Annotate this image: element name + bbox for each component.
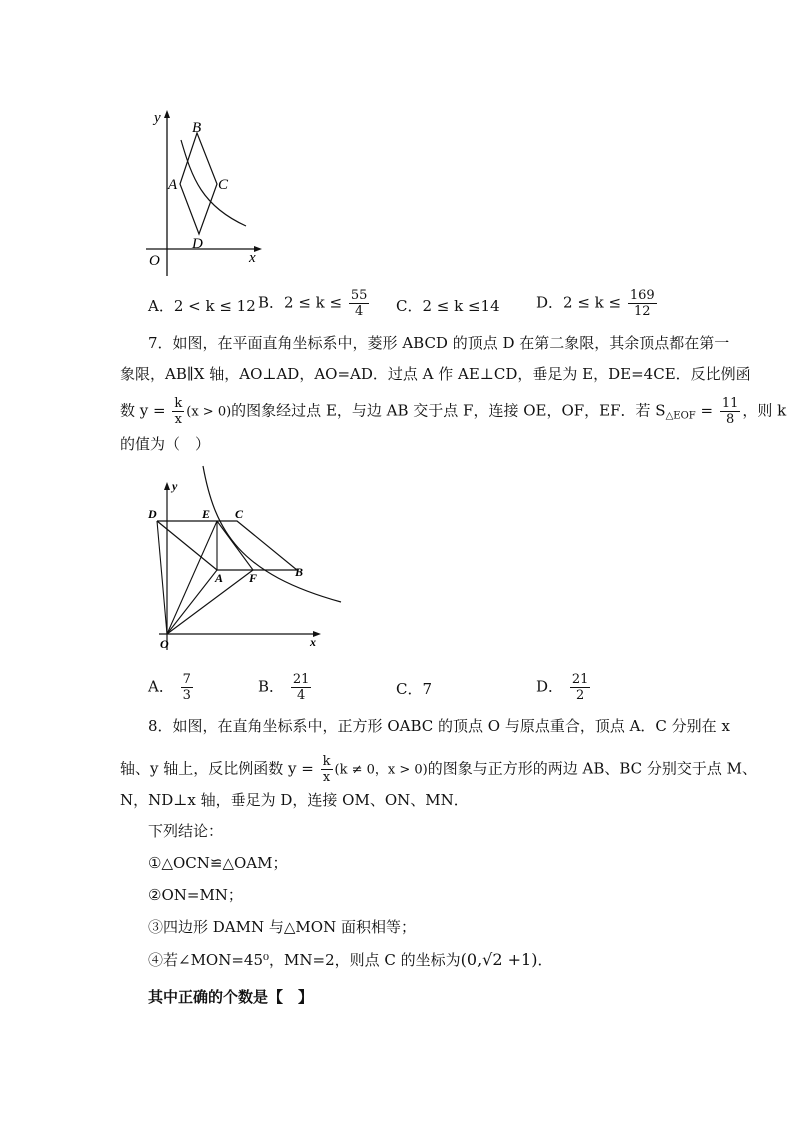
q6-option-a[interactable]: A．2 < k ≤ 12 — [148, 297, 256, 315]
rhombus-abcd — [157, 521, 297, 570]
label-e: E — [202, 507, 211, 521]
q6-b-fraction: $\frac{55}{4}$ — [350, 288, 368, 319]
label-y: y — [154, 110, 161, 126]
figure-rhombus-1 — [140, 108, 270, 280]
label-o: O — [149, 253, 160, 269]
q8-conclusions-title: 下列结论： — [148, 822, 224, 840]
label-f: F — [249, 571, 258, 585]
q6-option-c[interactable]: C．2 ≤ k ≤14 — [396, 297, 500, 315]
q7-option-a[interactable]: A． $\frac{7}{3}$ — [148, 672, 191, 703]
label-d: D — [192, 236, 203, 252]
q7-line-2: 象限，AB∥X 轴，AO⊥AD，AO=AD．过点 A 作 AE⊥CD，垂足为 E，DE=4CE．反比例函 — [120, 365, 751, 383]
q8-conclusion-2: ②ON=MN； — [148, 886, 243, 904]
q7-line-4: 的值为（ ） — [120, 435, 211, 453]
label-x: x — [310, 635, 316, 649]
q6-option-b[interactable]: B．2 ≤ k ≤ $\frac{55}{4}$ — [258, 288, 368, 319]
q7-a-fraction: $\frac{7}{3}$ — [182, 672, 191, 703]
hyperbola-curve — [203, 466, 341, 602]
q7-option-c[interactable]: C．7 — [396, 680, 433, 698]
q6-option-d[interactable]: D．2 ≤ k ≤ $\frac{169}{12}$ — [536, 288, 655, 319]
q8-conclusion-4: ④若∠MON=45⁰，MN=2，则点 C 的坐标为(0,√2 +1)． — [148, 950, 553, 969]
q7-area-fraction: $\frac{11}{8}$ — [721, 396, 739, 427]
label-c: C — [235, 507, 244, 521]
q7-option-d[interactable]: D． $\frac{21}{2}$ — [536, 672, 589, 703]
q7-d-fraction: $\frac{21}{2}$ — [571, 672, 589, 703]
label-a: A — [168, 177, 178, 193]
rhombus-abcd — [180, 133, 217, 234]
q7-func-fraction: $\frac{k}{x}$ — [174, 396, 183, 427]
q8-conclusion-3: ③四边形 DAMN 与△MON 面积相等； — [148, 918, 416, 936]
q8-conclusion-1: ①△OCN≌△OAM； — [148, 854, 288, 872]
y-axis-arrow — [164, 482, 170, 490]
label-b: B — [295, 565, 304, 579]
q8-line-1: 8．如图，在直角坐标系中，正方形 OABC 的顶点 O 与原点重合，顶点 A．C 分别在 x — [148, 717, 730, 735]
label-y: y — [172, 479, 178, 493]
q8-line-2: 轴、y 轴上，反比例函数 y = $\frac{k}{x}$ (k ≠ 0，x > 0)的图象与正方形的两边 AB、BC 分别交于点 M、 — [120, 754, 758, 785]
label-b: B — [192, 120, 202, 136]
segment-oe — [167, 521, 217, 634]
q7-line-3: 数 y = $\frac{k}{x}$ (x > 0)的图象经过点 E，与边 AB 交于点 F，连接 OE，OF，EF．若 $S_{\triangle EOF}$ = $\frac{11}{8}$ ，则 k — [120, 396, 787, 427]
q7-b-fraction: $\frac{21}{4}$ — [292, 672, 310, 703]
label-o: O — [160, 637, 169, 651]
q6-d-fraction: $\frac{169}{12}$ — [629, 288, 655, 319]
q8-question: 其中正确的个数是【 】 — [148, 988, 314, 1006]
q8-c-coordinate: (0,√2 +1) — [460, 950, 538, 969]
label-c: C — [218, 177, 229, 193]
q7-line-1: 7．如图，在平面直角坐标系中，菱形 ABCD 的顶点 D 在第二象限，其余顶点都在第一 — [148, 334, 730, 352]
figure-rhombus-2 — [145, 462, 345, 657]
q8-func-fraction: $\frac{k}{x}$ — [322, 754, 331, 785]
segment-od — [157, 521, 167, 634]
label-d: D — [148, 507, 157, 521]
y-axis-arrow — [164, 110, 170, 118]
segment-ef — [217, 521, 253, 570]
q8-line-3: N，ND⊥x 轴，垂足为 D，连接 OM、ON、MN． — [120, 791, 469, 809]
label-x: x — [249, 250, 256, 266]
label-a: A — [215, 571, 224, 585]
q7-option-b[interactable]: B． $\frac{21}{4}$ — [258, 672, 310, 703]
